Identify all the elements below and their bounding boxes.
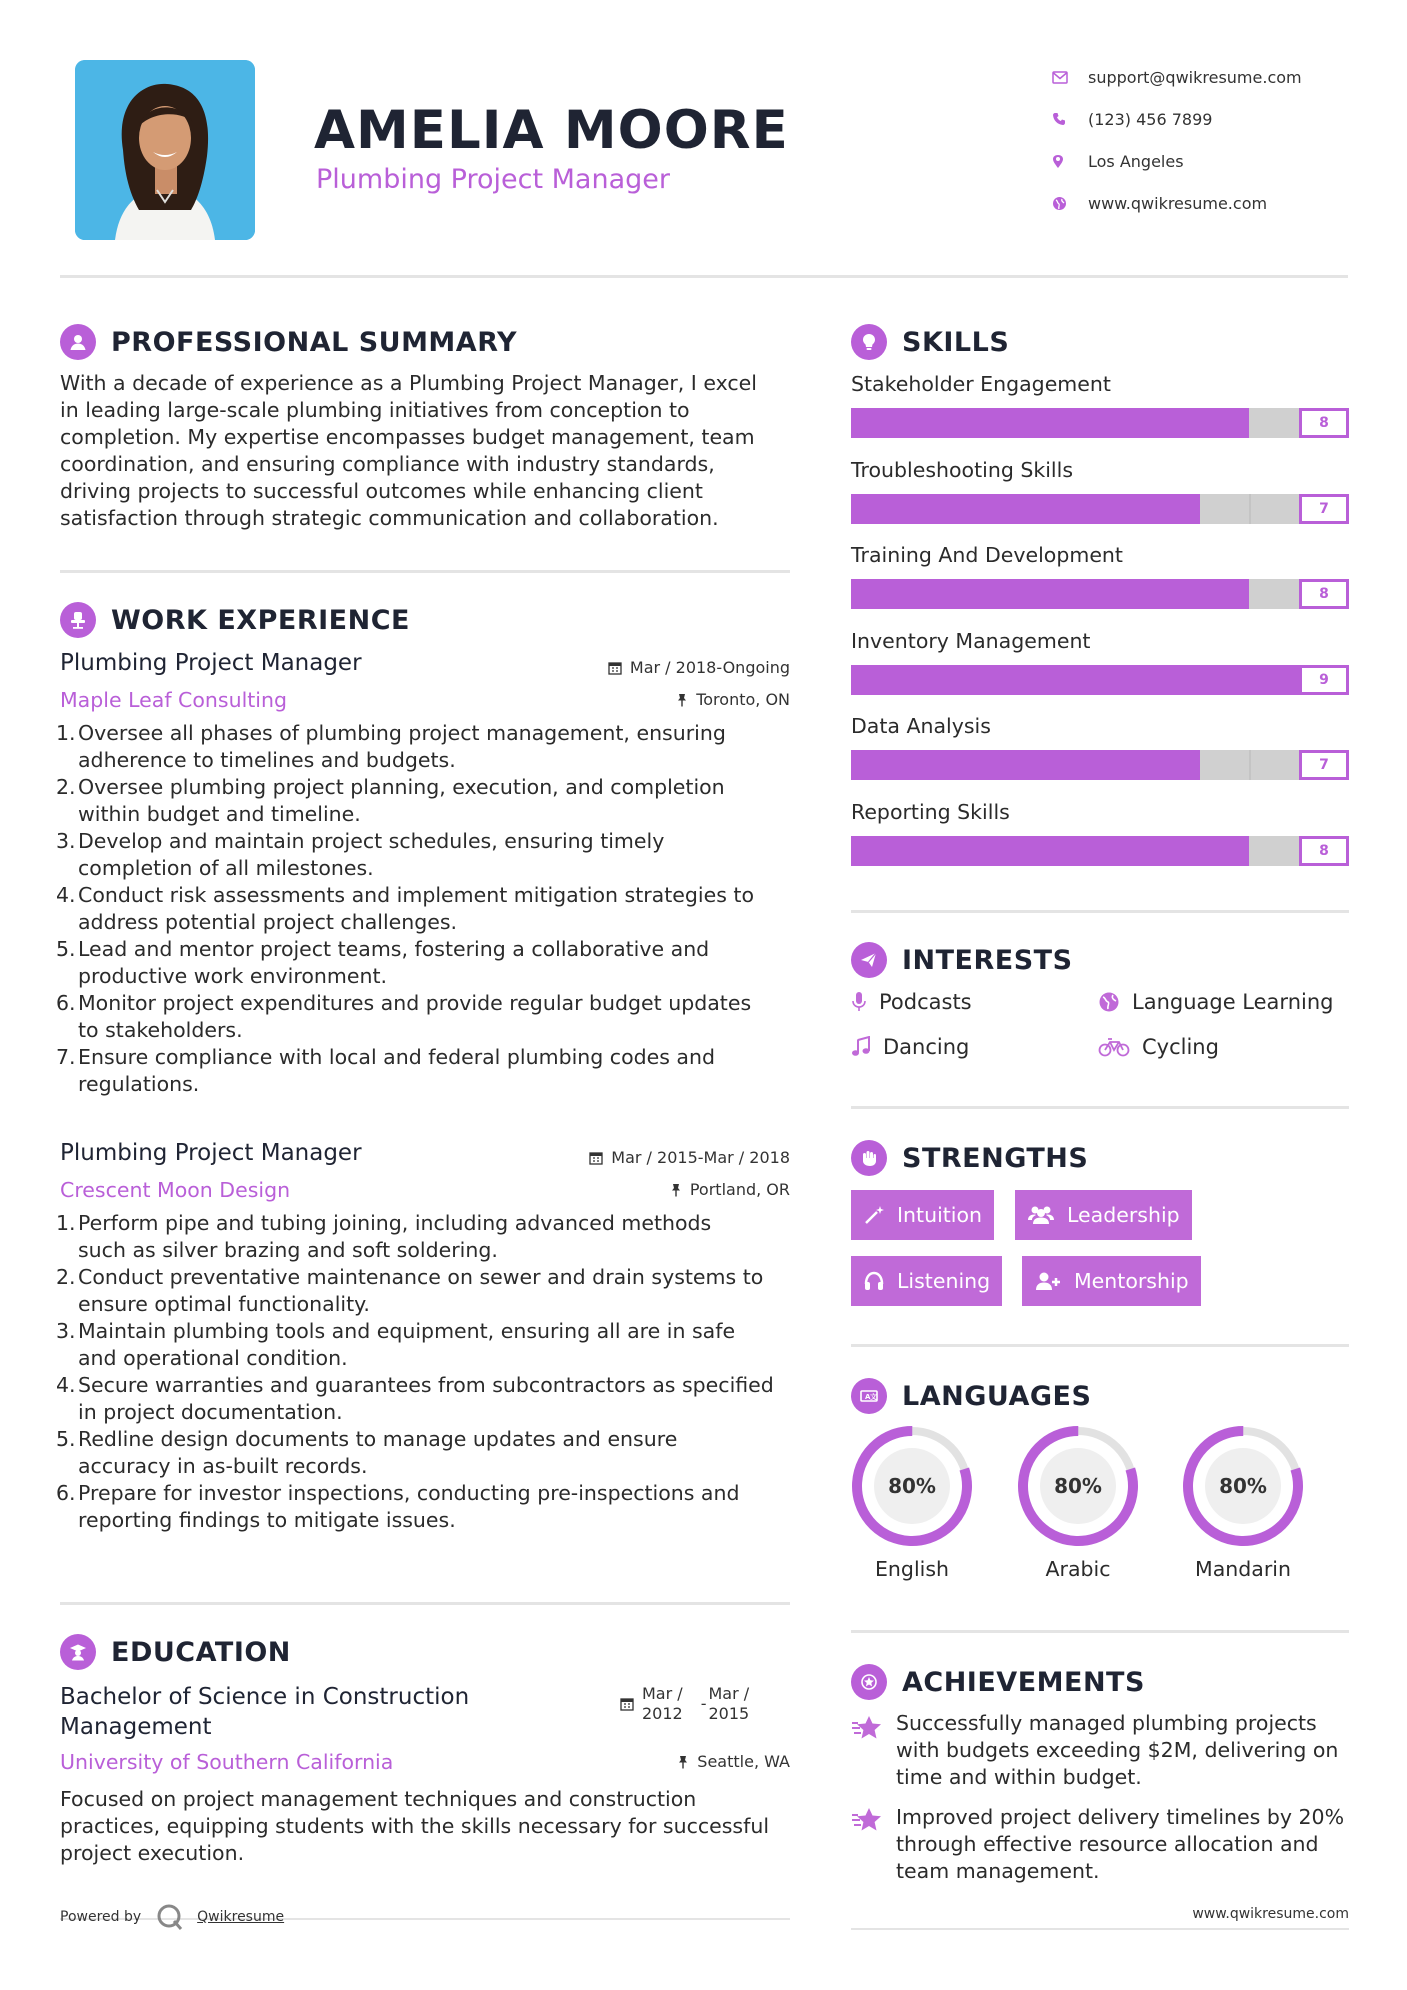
language-label: Mandarin	[1195, 1557, 1291, 1581]
skill-label: Stakeholder Engagement	[851, 372, 1111, 396]
interest-label: Podcasts	[879, 990, 972, 1014]
skill-label: Data Analysis	[851, 714, 991, 738]
strength-badge	[851, 1256, 1002, 1306]
powered-by-text: Powered by	[60, 1909, 142, 1925]
strength-label: Listening	[897, 1269, 991, 1293]
skill-fill	[851, 750, 1200, 780]
skill-label: Inventory Management	[851, 628, 1091, 653]
fist-icon	[851, 1140, 887, 1176]
skills-heading	[851, 324, 1009, 360]
languages-heading	[851, 1378, 1091, 1414]
interest-label: Dancing	[883, 1035, 970, 1059]
language-ring	[1016, 1424, 1140, 1552]
language-ring-chart	[1016, 1424, 1140, 1548]
job-company: Maple Leaf Consulting	[60, 688, 288, 712]
list-item: 2. Conduct preventative maintenance on sewer and drain systems to ensure optimal functionality.	[56, 1265, 764, 1316]
skill-segment	[1249, 750, 1251, 780]
achievement-line: Improved project delivery timelines by 20%	[896, 1805, 1345, 1829]
job-title: Plumbing Project Manager	[60, 1140, 362, 1166]
calendar-icon	[620, 1697, 634, 1711]
job-location-text: Toronto, ON	[696, 690, 790, 709]
summary-title: PROFESSIONAL SUMMARY	[111, 326, 518, 358]
job-location-text: Portland, OR	[689, 1180, 790, 1199]
user-icon	[60, 324, 96, 360]
user-plus-icon	[1034, 1270, 1062, 1292]
candidate-role: Plumbing Project Manager	[316, 164, 670, 195]
strengths-divider	[851, 1344, 1349, 1347]
skill-bar	[851, 494, 1349, 524]
paper-plane-icon	[851, 942, 887, 978]
skill-value: 7	[1299, 750, 1349, 780]
pin-icon	[676, 693, 688, 707]
school: University of Southern California	[60, 1750, 394, 1774]
language-label: Arabic	[1045, 1557, 1111, 1581]
job-location	[670, 1180, 790, 1199]
job-duties	[56, 720, 800, 1098]
achievements-title: ACHIEVEMENTS	[902, 1666, 1145, 1698]
job-company: Crescent Moon Design	[60, 1178, 291, 1202]
work-divider	[60, 1602, 790, 1605]
skill-value: 9	[1299, 665, 1349, 695]
strength-label: Leadership	[1067, 1203, 1180, 1227]
translate-icon	[851, 1378, 887, 1414]
date-end-year: 2015	[708, 1704, 750, 1723]
chair-icon	[60, 602, 96, 638]
job-duties	[56, 1210, 800, 1534]
achievement-line: team management.	[896, 1859, 1100, 1883]
strength-badge	[1022, 1256, 1201, 1306]
education-description	[60, 1786, 800, 1867]
contact-website-text: www.qwikresume.com	[1088, 193, 1268, 213]
work-title: WORK EXPERIENCE	[111, 604, 410, 636]
job-date-text: Mar / 2015-Mar / 2018	[611, 1148, 790, 1167]
summary-text	[60, 370, 790, 532]
envelope-icon	[1050, 71, 1088, 84]
music-icon	[851, 1036, 871, 1058]
achievement-line: time and within budget.	[896, 1765, 1142, 1789]
job-title: Plumbing Project Manager	[60, 650, 362, 676]
contact-location-text: Los Angeles	[1088, 151, 1184, 171]
strength-badge	[851, 1190, 994, 1240]
bicycle-icon	[1098, 1036, 1130, 1058]
list-item: 1. Perform pipe and tubing joining, including advanced methods such as silver brazing and soft soldering.	[56, 1211, 712, 1262]
summary-heading	[60, 324, 517, 360]
list-item: 6. Prepare for investor inspections, conducting pre-inspections and reporting findings to mitigate issues.	[56, 1481, 740, 1532]
language-label: English	[874, 1557, 950, 1581]
summary-line: driving projects to successful outcomes while enhancing client	[60, 479, 703, 503]
skill-bar	[851, 408, 1349, 438]
skill-value: 8	[1299, 579, 1349, 609]
skill-value: 7	[1299, 494, 1349, 524]
list-item: 2. Oversee plumbing project planning, execution, and completion within budget and timeline.	[56, 775, 725, 826]
interest-item	[851, 990, 972, 1014]
contact-location	[1050, 140, 1350, 182]
skill-label: Reporting Skills	[851, 799, 1010, 824]
lightbulb-icon	[851, 324, 887, 360]
contact-email-text: support@qwikresume.com	[1088, 67, 1302, 87]
languages-title: LANGUAGES	[902, 1380, 1092, 1412]
list-item: 5. Redline design documents to manage updates and ensure accuracy in as-built records.	[56, 1427, 678, 1478]
summary-line: coordination, and ensuring compliance with industry standards,	[60, 452, 715, 476]
graduate-icon	[60, 1634, 96, 1670]
achievements-heading	[851, 1664, 1145, 1700]
interest-item	[1098, 990, 1333, 1014]
qwikresume-link[interactable]: Qwikresume	[197, 1909, 285, 1925]
qwikresume-logo-icon	[155, 1902, 185, 1932]
skill-fill	[851, 494, 1200, 524]
skill-value: 8	[1299, 836, 1349, 866]
list-item: 4. Secure warranties and guarantees from subcontractors as specified in project documentation.	[56, 1373, 774, 1424]
achievement-item	[896, 1710, 1356, 1791]
skill-fill	[851, 836, 1249, 866]
education-line: practices, equipping students with the skills necessary for successful	[60, 1814, 770, 1838]
achievement-line: Successfully managed plumbing projects	[896, 1711, 1317, 1735]
skill-segment	[1249, 494, 1251, 524]
job-date-text: Mar / 2018-Ongoing	[629, 658, 790, 677]
strength-label: Intuition	[897, 1203, 983, 1227]
header-divider	[60, 275, 1348, 278]
language-percent: 80%	[1054, 1474, 1102, 1498]
footer-divider-right	[851, 1928, 1349, 1930]
degree-line: Bachelor of Science in Construction	[60, 1684, 470, 1710]
star-icon	[851, 1806, 883, 1838]
degree	[60, 1682, 469, 1742]
education-location-text: Seattle, WA	[697, 1752, 790, 1771]
date-start-year: 2012	[642, 1704, 683, 1723]
achievement-line: with budgets exceeding $2M, delivering on	[896, 1738, 1339, 1762]
svg-text:文: 文	[870, 1393, 878, 1401]
strength-label: Mentorship	[1074, 1269, 1189, 1293]
education-heading	[60, 1634, 291, 1670]
language-ring	[850, 1424, 974, 1552]
job-date	[608, 658, 790, 677]
date-separator: -	[700, 1694, 707, 1713]
skills-divider	[851, 910, 1349, 913]
skills-title: SKILLS	[902, 326, 1010, 358]
footer-site[interactable]: www.qwikresume.com	[1192, 1906, 1349, 1922]
education-line: project execution.	[60, 1841, 245, 1865]
contact-phone	[1050, 98, 1350, 140]
profile-photo	[75, 60, 255, 240]
calendar-icon	[589, 1151, 603, 1165]
interests-heading	[851, 942, 1073, 978]
work-heading	[60, 602, 410, 638]
summary-line: satisfaction through strategic communication and collaboration.	[60, 506, 719, 530]
interest-label: Language Learning	[1132, 990, 1334, 1014]
degree-line: Management	[60, 1714, 212, 1740]
interest-item	[851, 1035, 969, 1059]
education-title: EDUCATION	[111, 1636, 291, 1668]
interests-title: INTERESTS	[902, 944, 1073, 976]
education-location	[677, 1752, 790, 1771]
interest-label: Cycling	[1142, 1035, 1219, 1059]
globe-icon	[1050, 196, 1088, 211]
contact-list	[1050, 56, 1350, 224]
skill-fill	[851, 665, 1299, 695]
footer-powered	[60, 1902, 284, 1932]
language-ring-chart	[1181, 1424, 1305, 1548]
summary-divider	[60, 570, 790, 573]
summary-line: With a decade of experience as a Plumbing Project Manager, I excel	[60, 371, 757, 395]
language-percent: 80%	[888, 1474, 936, 1498]
list-item: 4. Conduct risk assessments and implement mitigation strategies to address potential project challenges.	[56, 883, 754, 934]
pin-icon	[670, 1183, 682, 1197]
education-dates	[620, 1684, 749, 1724]
pin-icon	[677, 1755, 689, 1769]
list-item: 6. Monitor project expenditures and provide regular budget updates to stakeholders.	[56, 991, 752, 1042]
skill-label: Training And Development	[851, 543, 1123, 567]
list-item: 7. Ensure compliance with local and federal plumbing codes and regulations.	[56, 1045, 716, 1096]
svg-text:A: A	[865, 1393, 871, 1401]
date-start-month: Mar /	[642, 1684, 683, 1703]
contact-website[interactable]	[1050, 182, 1350, 224]
list-item: 3. Develop and maintain project schedules, ensuring timely completion of all milestones.	[56, 829, 665, 880]
skill-bar	[851, 579, 1349, 609]
phone-icon	[1050, 112, 1088, 126]
languages-divider	[851, 1630, 1349, 1633]
strengths-title: STRENGTHS	[902, 1142, 1089, 1174]
interest-item	[1098, 1035, 1219, 1059]
skill-fill	[851, 408, 1249, 438]
magic-wand-icon	[863, 1204, 885, 1226]
users-icon	[1027, 1204, 1055, 1226]
language-percent: 80%	[1219, 1474, 1267, 1498]
skill-value: 8	[1299, 408, 1349, 438]
star-badge-icon	[851, 1664, 887, 1700]
strengths-heading	[851, 1140, 1088, 1176]
skill-fill	[851, 579, 1249, 609]
skill-bar	[851, 665, 1349, 695]
list-item: 1. Oversee all phases of plumbing project management, ensuring adherence to timelines and budgets.	[56, 721, 726, 772]
contact-email[interactable]	[1050, 56, 1350, 98]
interests-divider	[851, 1106, 1349, 1109]
calendar-icon	[608, 661, 622, 675]
headphones-icon	[863, 1270, 885, 1292]
job-location	[676, 690, 790, 709]
skill-bar	[851, 750, 1349, 780]
job-date	[589, 1148, 790, 1167]
skill-bar	[851, 836, 1349, 866]
strength-badge	[1015, 1190, 1192, 1240]
skill-label: Troubleshooting Skills	[851, 457, 1074, 482]
achievement-line: through effective resource allocation and	[896, 1832, 1319, 1856]
language-ring-chart	[850, 1424, 974, 1548]
date-end-month: Mar /	[708, 1684, 750, 1703]
education-line: Focused on project management techniques and construction	[60, 1787, 697, 1811]
contact-phone-text: (123) 456 7899	[1088, 109, 1213, 129]
list-item: 3. Maintain plumbing tools and equipment, ensuring all are in safe and operational condition.	[56, 1319, 736, 1370]
language-ring	[1181, 1424, 1305, 1552]
list-item: 5. Lead and mentor project teams, fostering a collaborative and productive work environment.	[56, 937, 710, 988]
achievement-item	[896, 1804, 1356, 1885]
globe-icon	[1098, 991, 1120, 1013]
summary-line: in leading large-scale plumbing initiatives from conception to	[60, 398, 690, 422]
candidate-name: AMELIA MOORE	[314, 100, 789, 161]
map-pin-icon	[1050, 154, 1088, 169]
star-icon	[851, 1714, 883, 1746]
summary-line: completion. My expertise encompasses budget management, team	[60, 425, 755, 449]
microphone-icon	[851, 991, 867, 1013]
